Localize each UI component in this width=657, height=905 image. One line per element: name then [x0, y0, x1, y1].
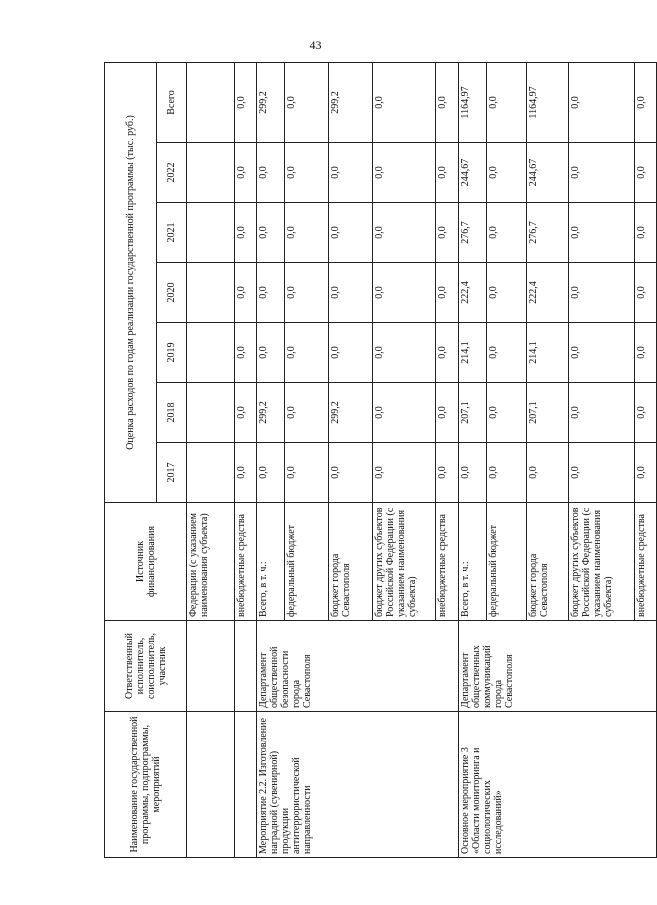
source-cell: Федерации (с указанием наименования субъекта): [187, 503, 235, 621]
year-header: 2018: [157, 383, 187, 443]
value-cell: 0,0: [285, 443, 329, 503]
value-cell: 0,0: [569, 323, 635, 383]
value-cell: 0,0: [459, 443, 487, 503]
value-cell: 207,1: [527, 383, 569, 443]
measure-name-cell: Мероприятие 2.2. Изготовление наградной (сувенирной) продукции антитеррористической направленности: [257, 712, 459, 858]
header-executor: Ответственный исполнитель, соисполнитель, участник: [105, 621, 187, 712]
value-cell: 0,0: [257, 203, 285, 263]
source-cell: федеральный бюджет: [487, 503, 527, 621]
value-cell: 0,0: [569, 143, 635, 203]
value-cell: 0,0: [257, 143, 285, 203]
value-cell: 0,0: [635, 323, 657, 383]
page-number: 43: [309, 38, 322, 52]
executor-cell: Департамент общественной безопасности города Севастополя: [257, 621, 459, 712]
year-header: 2020: [157, 263, 187, 323]
value-cell: 0,0: [235, 443, 257, 503]
total-cell: 1164,97: [527, 62, 569, 142]
value-cell: 0,0: [487, 143, 527, 203]
value-cell: 0,0: [373, 203, 436, 263]
value-cell: 0,0: [257, 263, 285, 323]
year-header: 2017: [157, 443, 187, 503]
value-cell: 0,0: [635, 203, 657, 263]
value-cell: 0,0: [569, 203, 635, 263]
value-cell: 214,1: [459, 323, 487, 383]
year-header: 2019: [157, 323, 187, 383]
expenses-table: [104, 62, 657, 858]
value-cell: 0,0: [373, 383, 436, 443]
value-cell: 0,0: [285, 383, 329, 443]
value-cell: 299,2: [257, 383, 285, 443]
value-cell: 0,0: [235, 143, 257, 203]
value-cell: 0,0: [235, 383, 257, 443]
value-cell: 0,0: [635, 443, 657, 503]
total-cell: 299,2: [257, 62, 285, 142]
executor-cell: [235, 621, 257, 712]
value-cell: [187, 323, 235, 383]
total-cell: 0,0: [635, 62, 657, 142]
value-cell: 0,0: [329, 263, 373, 323]
source-cell: бюджет других субъектов Российской Федерации (с указанием наименования субъекта): [569, 503, 635, 621]
value-cell: 0,0: [487, 203, 527, 263]
value-cell: 0,0: [329, 443, 373, 503]
value-cell: 0,0: [235, 323, 257, 383]
source-cell: Всего, в т. ч.:: [257, 503, 285, 621]
total-cell: 0,0: [569, 62, 635, 142]
value-cell: 222,4: [527, 263, 569, 323]
table-row: [187, 62, 235, 857]
value-cell: 0,0: [569, 443, 635, 503]
value-cell: 0,0: [487, 263, 527, 323]
total-cell: [187, 62, 235, 142]
year-header: 2022: [157, 143, 187, 203]
value-cell: [187, 443, 235, 503]
value-cell: 0,0: [373, 263, 436, 323]
value-cell: 0,0: [436, 143, 459, 203]
executor-cell: Департамент общественных коммуникаций города Севастополя: [459, 621, 657, 712]
value-cell: 0,0: [635, 143, 657, 203]
value-cell: 0,0: [487, 323, 527, 383]
value-cell: 0,0: [436, 383, 459, 443]
value-cell: 0,0: [436, 263, 459, 323]
value-cell: 0,0: [329, 323, 373, 383]
value-cell: 0,0: [373, 443, 436, 503]
value-cell: 276,7: [527, 203, 569, 263]
source-cell: Всего, в т. ч.:: [459, 503, 487, 621]
total-cell: 0,0: [487, 62, 527, 142]
total-cell: 0,0: [436, 62, 459, 142]
source-cell: бюджет города Севастополя: [527, 503, 569, 621]
table-row: [235, 62, 257, 857]
value-cell: 0,0: [285, 323, 329, 383]
value-cell: 299,2: [329, 383, 373, 443]
total-cell: 0,0: [373, 62, 436, 142]
value-cell: 222,4: [459, 263, 487, 323]
value-cell: 0,0: [487, 383, 527, 443]
value-cell: 0,0: [329, 203, 373, 263]
total-header: Всего: [157, 62, 187, 142]
value-cell: 214,1: [527, 323, 569, 383]
value-cell: 0,0: [373, 143, 436, 203]
value-cell: 0,0: [373, 323, 436, 383]
value-cell: 0,0: [569, 263, 635, 323]
value-cell: 0,0: [235, 203, 257, 263]
year-header: 2021: [157, 203, 187, 263]
rotated-table-container: [104, 63, 647, 858]
total-cell: 1164,97: [459, 62, 487, 142]
value-cell: 0,0: [635, 383, 657, 443]
source-cell: внебюджетные средства: [436, 503, 459, 621]
value-cell: 0,0: [329, 143, 373, 203]
header-estimate: Оценка расходов по годам реализации государственной программы (тыс. руб.): [105, 62, 157, 502]
value-cell: 0,0: [436, 443, 459, 503]
source-cell: внебюджетные средства: [635, 503, 657, 621]
value-cell: 0,0: [569, 383, 635, 443]
executor-cell: [187, 621, 235, 712]
total-cell: 299,2: [329, 62, 373, 142]
value-cell: [187, 143, 235, 203]
value-cell: 0,0: [635, 263, 657, 323]
value-cell: 0,0: [285, 203, 329, 263]
value-cell: 276,7: [459, 203, 487, 263]
source-cell: бюджет города Севастополя: [329, 503, 373, 621]
value-cell: 0,0: [285, 263, 329, 323]
total-cell: 0,0: [235, 62, 257, 142]
source-cell: бюджет других субъектов Российской Федерации (с указанием наименования субъекта): [373, 503, 436, 621]
value-cell: 0,0: [257, 323, 285, 383]
table-row: [257, 62, 285, 857]
name-cell: [235, 712, 257, 858]
table-row: [459, 62, 487, 857]
measure-name-cell: Основное мероприятие 3 «Области мониторинга и социологических исследований»: [459, 712, 657, 858]
source-cell: внебюджетные средства: [235, 503, 257, 621]
value-cell: 0,0: [235, 263, 257, 323]
value-cell: [187, 383, 235, 443]
total-cell: 0,0: [285, 62, 329, 142]
value-cell: 0,0: [285, 143, 329, 203]
value-cell: [187, 263, 235, 323]
header-name: Наименование государственной программы, подпрограммы, мероприятий: [105, 712, 187, 858]
value-cell: 244,67: [527, 143, 569, 203]
value-cell: 0,0: [487, 443, 527, 503]
value-cell: 0,0: [527, 443, 569, 503]
value-cell: 0,0: [436, 323, 459, 383]
value-cell: [187, 203, 235, 263]
source-cell: федеральный бюджет: [285, 503, 329, 621]
value-cell: 0,0: [257, 443, 285, 503]
name-cell: [187, 712, 235, 858]
value-cell: 207,1: [459, 383, 487, 443]
header-source: Источник финансирования: [105, 503, 187, 621]
value-cell: 0,0: [436, 203, 459, 263]
value-cell: 244,67: [459, 143, 487, 203]
